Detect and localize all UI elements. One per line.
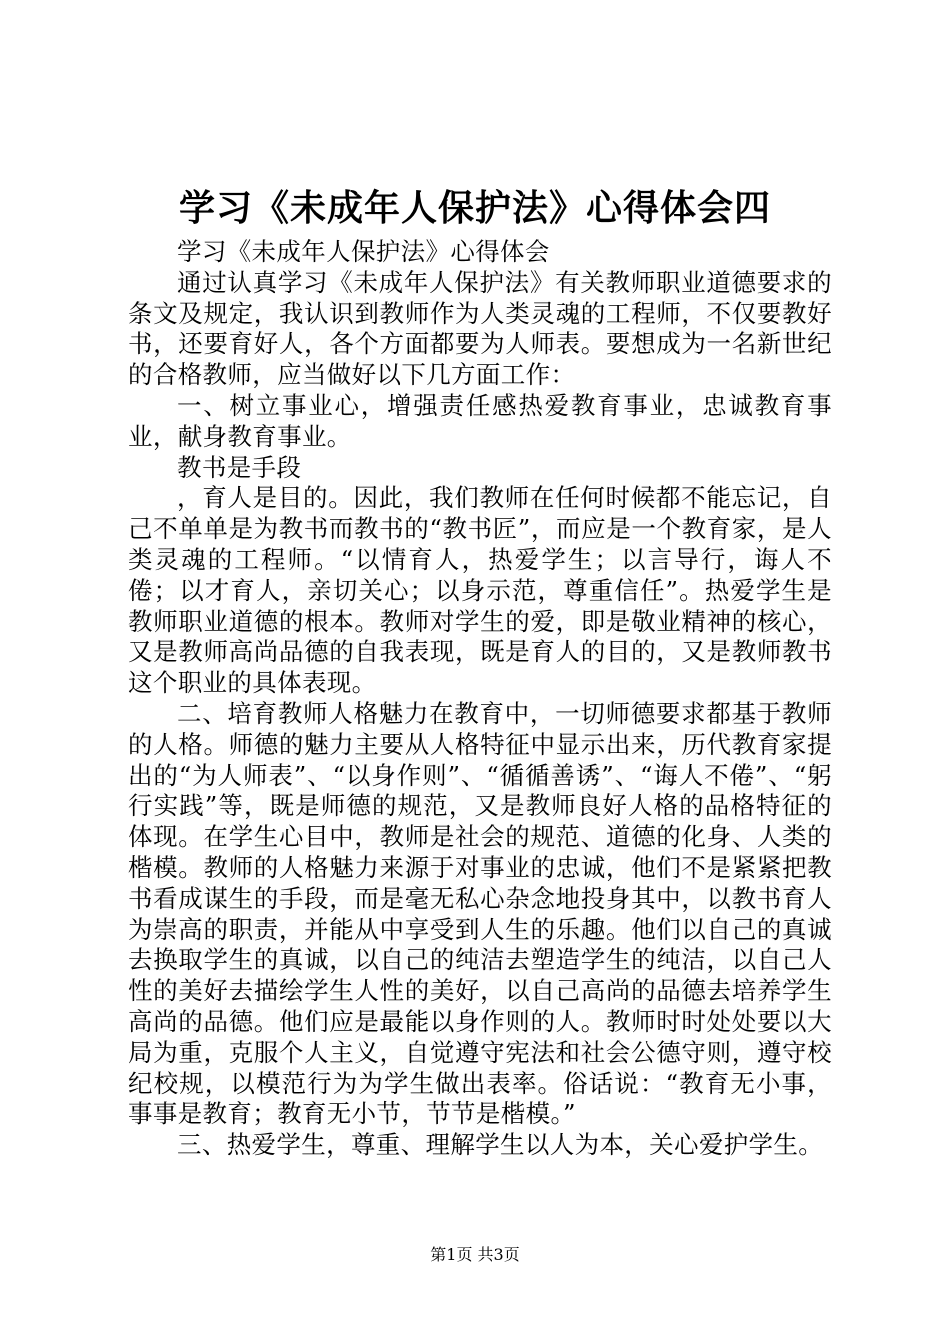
page-number-footer: 第1页 共3页	[430, 1245, 520, 1264]
paragraph-subtitle: 学习《未成年人保护法》心得体会	[177, 237, 550, 266]
paragraph-teaching-means: 教书是手段	[177, 452, 302, 482]
document-body	[128, 237, 832, 1161]
paragraph-intro: 通过认真学习《未成年人保护法》有关教师职业道德要求的条文及规定，我认识到教师作为人类灵魂的工程师，不仅要教好书，还要育好人，各个方面都要为人师表。要想成为一名新世纪的合格教师，应当做好以下几方面工作：	[128, 267, 832, 390]
paragraph-section-1: 一、树立事业心，增强责任感热爱教育事业，忠诚教育事业，献身教育事业。	[128, 390, 832, 451]
paragraph-section-3: 三、热爱学生，尊重、理解学生以人为本，关心爱护学生。	[177, 1130, 824, 1160]
paragraph-educating-purpose: ，育人是目的。因此，我们教师在任何时候都不能忘记，自己不单单是为教书而教书的“教书匠”，而应是一个教育家，是人类灵魂的工程师。“以情育人，热爱学生；以言导行，诲人不倦；以才育人，亲切关心；以身示范，尊重信任”。热爱学生是教师职业道德的根本。教师对学生的爱，即是敬业精神的核心，又是教师高尚品德的自我表现，既是育人的目的，又是教师教书这个职业的具体表现。	[128, 483, 832, 698]
paragraph-section-2: 二、培育教师人格魅力在教育中，一切师德要求都基于教师的人格。师德的魅力主要从人格特征中显示出来，历代教育家提出的“为人师表”、“以身作则”、“循循善诱”、“诲人不倦”、“躬行实践”等，既是师德的规范，又是教师良好人格的品格特征的体现。在学生心目中，教师是社会的规范、道德的化身、人类的楷模。教师的人格魅力来源于对事业的忠诚，他们不是紧紧把教书看成谋生的手段，而是毫无私心杂念地投身其中，以教书育人为崇高的职责，并能从中享受到人生的乐趣。他们以自己的真诚去换取学生的真诚，以自己的纯洁去塑造学生的纯洁，以自己人性的美好去描绘学生人性的美好，以自己高尚的品德去培养学生高尚的品德。他们应是最能以身作则的人。教师时时处处要以大局为重，克服个人主义，自觉遵守宪法和社会公德守则，遵守校纪校规，以模范行为为学生做出表率。俗话说：“教育无小事，事事是教育；教育无小节，节节是楷模。”	[128, 698, 832, 1129]
document-title: 学习《未成年人保护法》心得体会四	[178, 187, 771, 229]
